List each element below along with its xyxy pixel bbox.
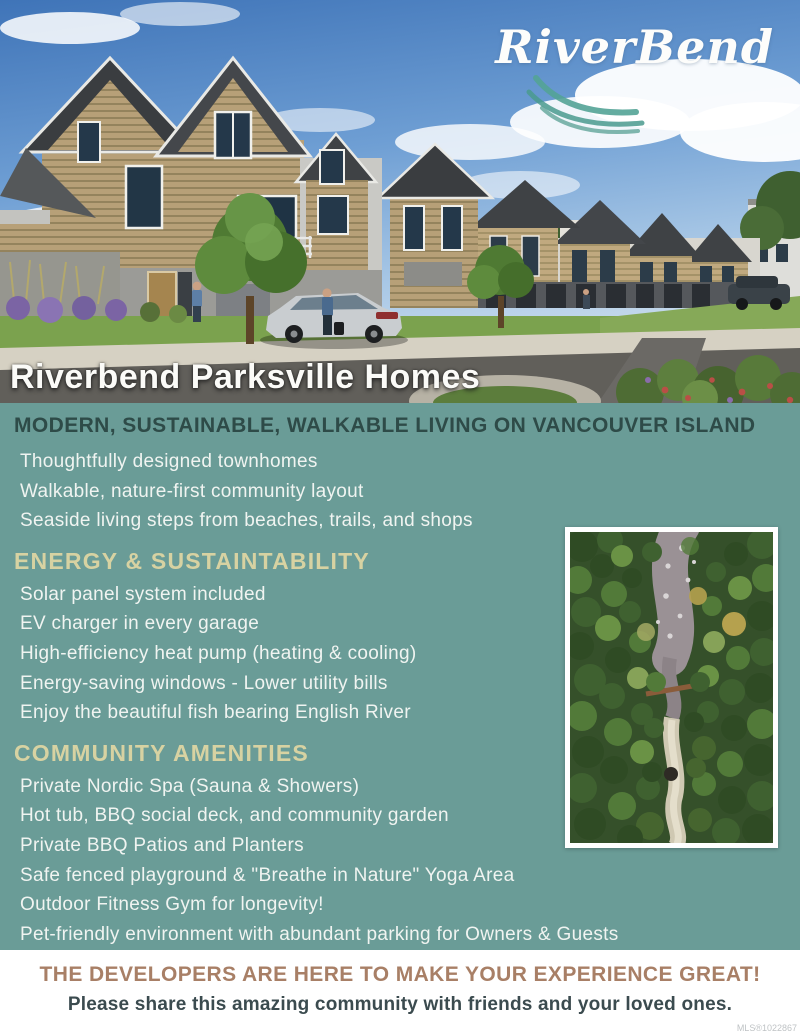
list-item: Solar panel system included [20,583,266,605]
community-heading: COMMUNITY AMENITIES [14,739,309,766]
river-forest-illustration [570,532,773,843]
tagline: MODERN, SUSTAINABLE, WALKABLE LIVING ON VANCOUVER ISLAND [14,414,756,437]
hero-photo [0,0,800,403]
footer-headline: THE DEVELOPERS ARE HERE TO MAKE YOUR EXPERIENCE GREAT! [39,963,761,986]
energy-heading: ENERGY & SUSTAINTABILITY [14,547,370,574]
list-item: Seaside living steps from beaches, trails, and shops [20,510,473,532]
list-item: Private BBQ Patios and Planters [20,834,304,856]
mls-watermark: MLS®1022867 [736,1023,797,1033]
list-item: EV charger in every garage [20,613,260,635]
intro-list [14,447,790,536]
list-item: Energy-saving windows - Lower utility bills [20,672,388,694]
footer-subline: Please share this amazing community with friends and your loved ones. [67,994,733,1015]
list-item: Thoughtfully designed townhomes [20,451,318,472]
list-item: Private Nordic Spa (Sauna & Showers) [20,775,360,797]
river-aerial-photo [565,527,778,848]
list-item: Walkable, nature-first community layout [20,480,364,502]
list-item: Outdoor Fitness Gym for longevity! [20,894,324,916]
info-section [0,403,800,950]
list-item: Enjoy the beautiful fish bearing English River [20,702,411,724]
riverbend-logo: RiverBend [495,20,774,74]
list-item: Safe fenced playground & "Breathe in Nature" Yoga Area [20,864,515,886]
list-item: High-efficiency heat pump (heating & cooling) [20,642,417,664]
footer [0,950,800,1036]
hero-title: Riverbend Parksville Homes [10,358,481,396]
list-item: Hot tub, BBQ social deck, and community garden [20,805,449,827]
list-item: Pet-friendly environment with abundant parking for Owners & Guests [20,923,619,945]
